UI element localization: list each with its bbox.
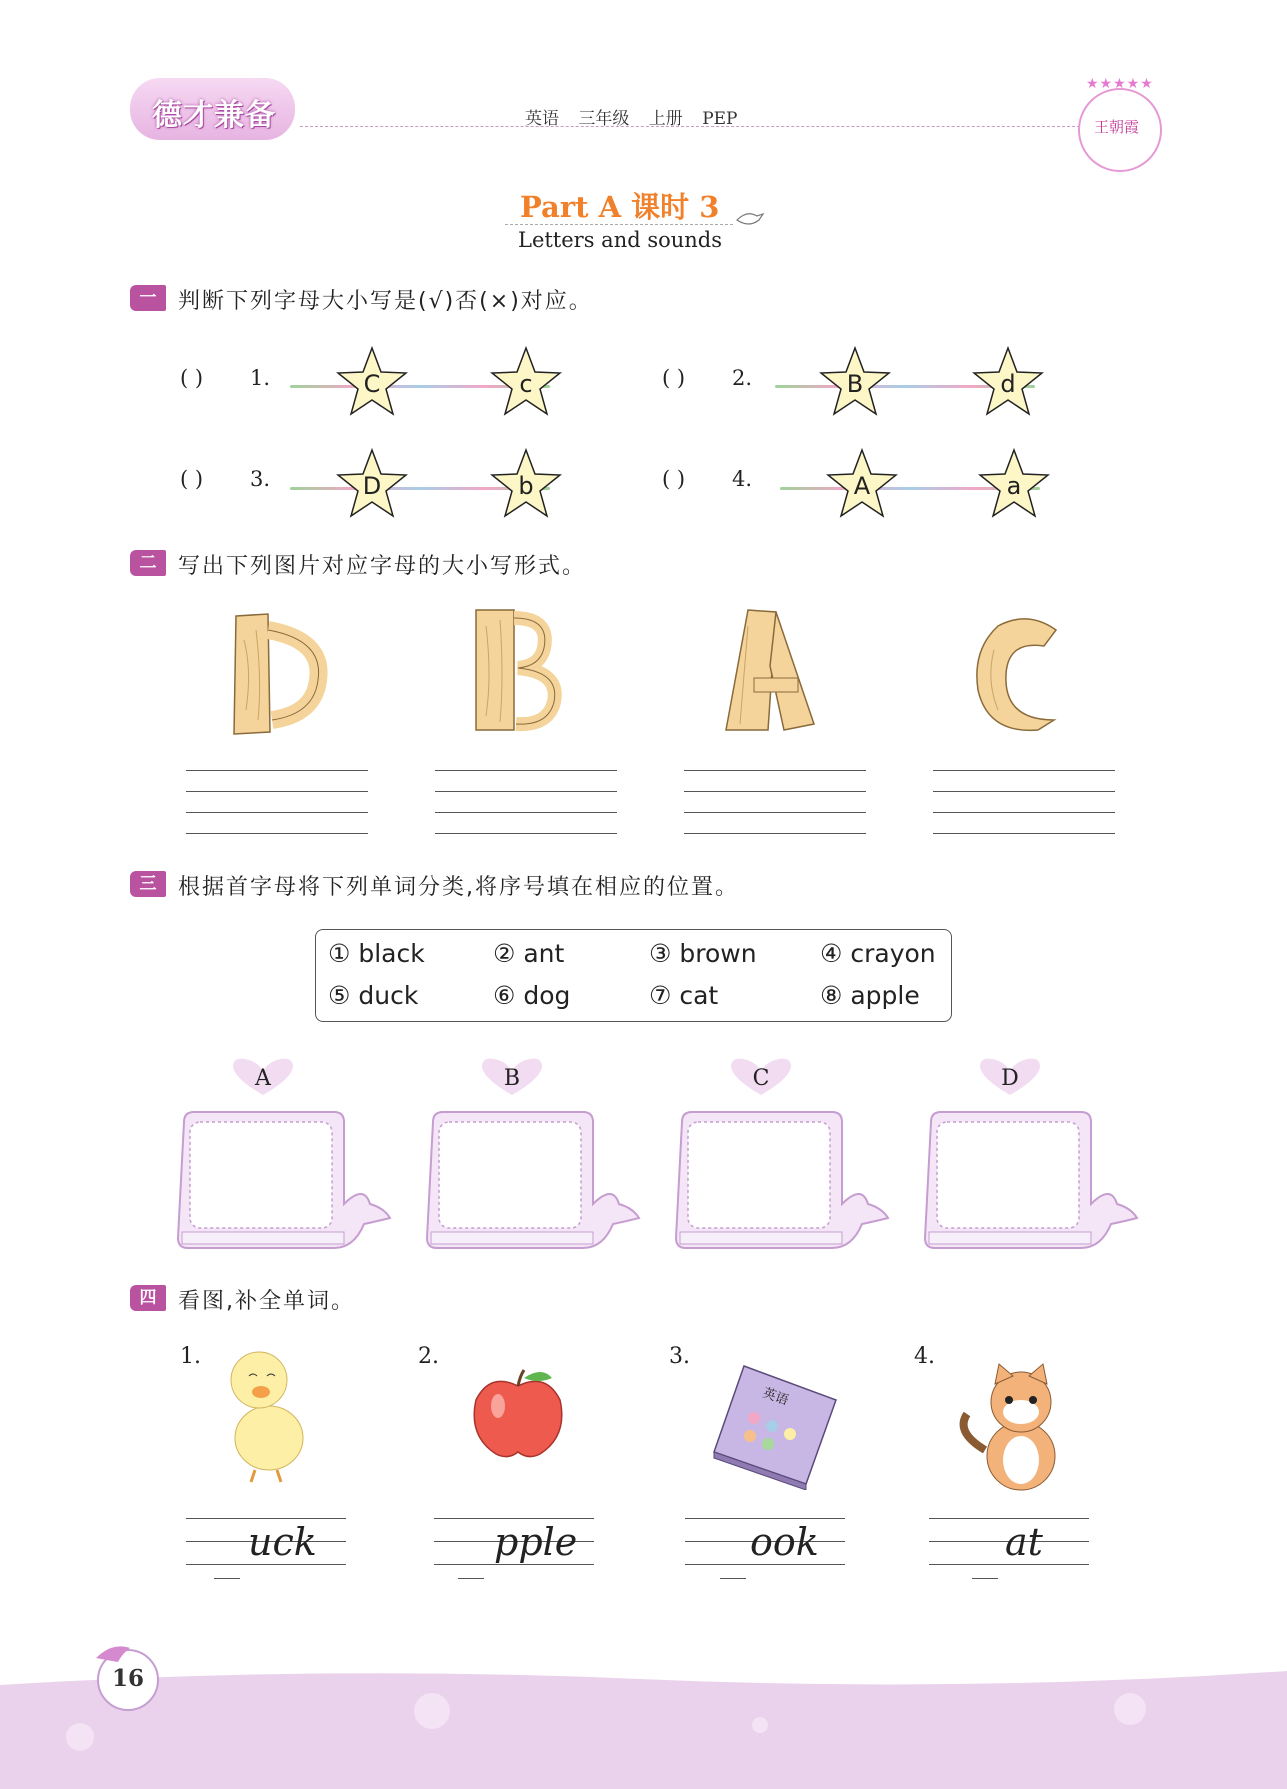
star-letter-lower: b [518,472,534,500]
missing-letter-blank[interactable] [458,1578,484,1579]
item-number: 4. [914,1344,935,1369]
item-number: 3. [250,467,271,491]
item-number: 3. [669,1344,690,1369]
item-number: 1. [180,1344,201,1369]
word-item: ③ brown [649,939,757,968]
header-divider [300,126,1080,127]
seal-text: 王朝霞 [1094,118,1140,136]
answer-blank[interactable]: ( ) [662,467,686,491]
category-label: B [503,1066,521,1091]
footer-wave [0,1665,1287,1789]
page-number: 16 [112,1665,145,1692]
writing-lines[interactable] [435,770,617,834]
star-letter-lower: a [1006,472,1022,500]
word-item: ② ant [493,939,565,968]
lesson-subtitle: Letters and sounds [518,228,723,252]
section-instruction: 根据首字母将下列单词分类,将序号填在相应的位置。 [178,875,739,900]
category-label: D [1001,1066,1019,1091]
whale-answer-box[interactable] [423,1110,643,1250]
section-instruction: 看图,补全单词。 [178,1289,355,1314]
section-badge: 四 [130,1285,166,1311]
section-instruction: 写出下列图片对应字母的大小写形式。 [178,554,587,579]
answer-blank[interactable]: ( ) [180,366,204,390]
wooden-letter-b-image [470,606,570,736]
writing-lines[interactable] [684,770,866,834]
star-letter-upper: C [363,370,381,398]
answer-blank[interactable]: ( ) [662,366,686,390]
word-fragment: ook [750,1520,819,1564]
word-item: ④ crayon [820,939,936,968]
word-item: ⑦ cat [649,981,719,1010]
wooden-letter-a-image [718,606,818,736]
wooden-letter-c-image [968,610,1068,740]
duckling-image [215,1346,315,1486]
header-subject: 英语 三年级 上册 PEP [525,109,738,129]
missing-letter-blank[interactable] [214,1578,240,1579]
word-item: ⑧ apple [820,981,920,1010]
item-number: 1. [250,366,271,390]
star-letter-upper: D [362,472,382,500]
section-badge: 一 [130,285,166,311]
book-image [710,1360,840,1490]
book-title: 英语 [760,1385,791,1409]
bird-icon [735,208,765,230]
cat-image [955,1362,1075,1492]
brand-logo [130,78,295,140]
missing-letter-blank[interactable] [972,1578,998,1579]
whale-answer-box[interactable] [672,1110,892,1250]
category-label: C [752,1066,770,1091]
wooden-letter-d-image [228,610,328,740]
star-letter-upper: A [853,472,871,500]
author-seal [1078,76,1162,172]
star-icon: ★★★★★ [1086,76,1154,92]
word-item: ⑥ dog [493,981,571,1010]
word-fragment: uck [248,1520,317,1564]
apple-image [468,1366,568,1460]
star-letter-upper: B [846,370,864,398]
writing-lines[interactable] [186,770,368,834]
word-fragment: at [1005,1520,1043,1564]
word-item: ① black [328,939,425,968]
word-fragment: pple [494,1520,578,1564]
brand-text: 德才兼备 [152,98,276,133]
writing-lines[interactable] [933,770,1115,834]
title-divider [505,224,733,225]
section-instruction: 判断下列字母大小写是(√)否(×)对应。 [178,289,593,314]
star-letter-lower: c [519,370,533,398]
item-number: 2. [732,366,753,390]
item-number: 2. [418,1344,439,1369]
whale-answer-box[interactable] [174,1110,394,1250]
word-item: ⑤ duck [328,981,419,1010]
star-letter-lower: d [1000,370,1016,398]
section-badge: 二 [130,550,166,576]
item-number: 4. [732,467,753,491]
category-label: A [255,1066,271,1091]
missing-letter-blank[interactable] [720,1578,746,1579]
section-badge: 三 [130,871,166,897]
lesson-title: Part A 课时 3 [520,190,720,224]
answer-blank[interactable]: ( ) [180,467,204,491]
whale-answer-box[interactable] [921,1110,1141,1250]
